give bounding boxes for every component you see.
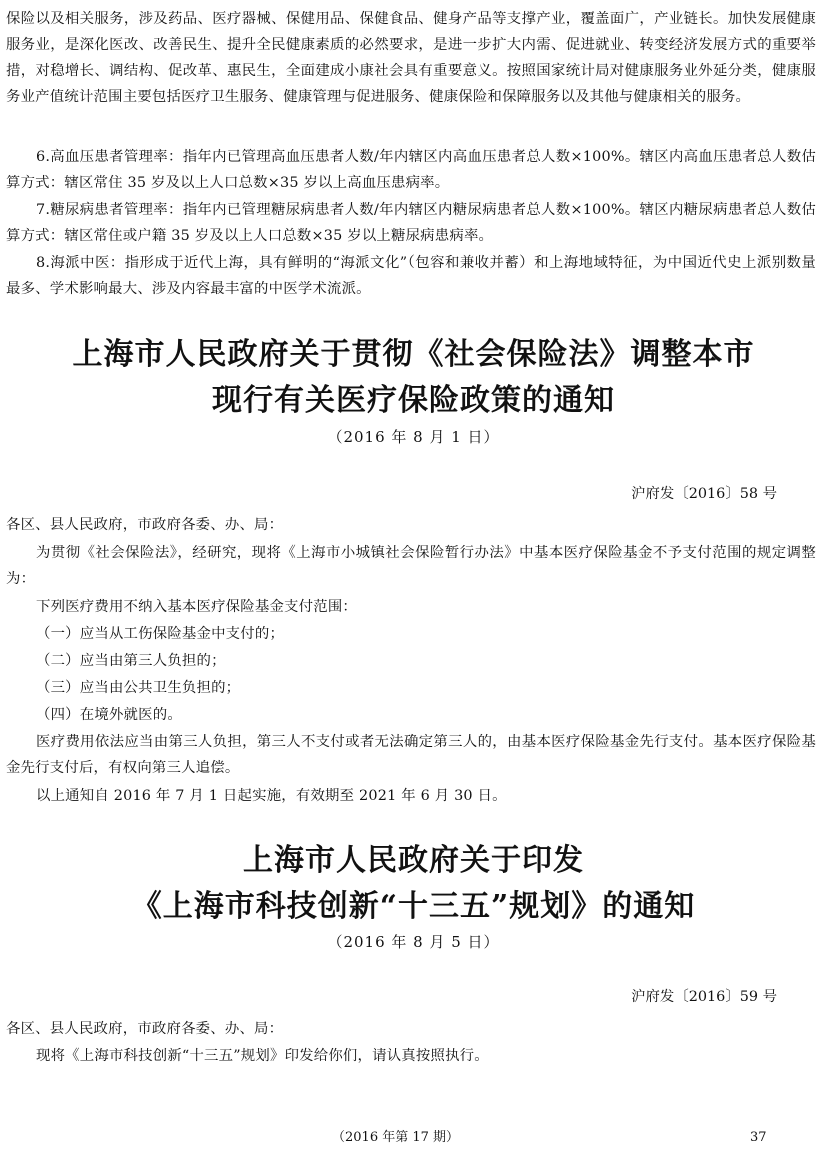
- notice1-effective-date: 以上通知自 2016 年 7 月 1 日起实施，有效期至 2021 年 6 月 30 日。: [36, 788, 507, 804]
- notice1-list-item: （三）应当由公共卫生负担的；: [36, 680, 241, 696]
- notice2-title-line2: 《上海市科技创新“十三五”规划》的通知: [131, 889, 696, 924]
- notice1-body-paragraph: 为贯彻《社会保险法》，经研究，现将《上海市小城镇社会保险暂行办法》中基本医疗保险基金不予支付范围的规定调整为：: [6, 545, 816, 587]
- page-number: 37: [750, 1130, 767, 1145]
- notice2-title-line1: 上海市人民政府关于印发: [243, 843, 584, 878]
- notice1-title-line1: 上海市人民政府关于贯彻《社会保险法》调整本市: [72, 337, 755, 372]
- notice2-date: （2016 年 8 月 5 日）: [327, 933, 500, 951]
- notice1-list-item: （二）应当由第三人负担的；: [36, 653, 226, 669]
- note-item-6: 6.高血压患者管理率：指年内已管理高血压患者人数/年内辖区内高血压患者总人数×100%。辖区内高血压患者总人数估算方式：辖区常住 35 岁及以上人口总数×35 岁以上高血压患病率。: [6, 149, 816, 191]
- notice2-doc-number: 沪府发〔2016〕59 号: [631, 989, 777, 1005]
- footer-issue: （2016 年第 17 期）: [332, 1130, 460, 1145]
- note-item-8: 8.海派中医：指形成于近代上海，具有鲜明的“海派文化”（包容和兼收并蓄）和上海地域特征，为中国近代史上派别数量最多、学术影响最大、涉及内容最丰富的中医学术流派。: [6, 255, 816, 297]
- notice2-addressee: 各区、县人民政府，市政府各委、办、局：: [6, 1021, 284, 1037]
- notice1-body-paragraph: 下列医疗费用不纳入基本医疗保险基金支付范围：: [36, 599, 357, 615]
- notice1-date: （2016 年 8 月 1 日）: [327, 428, 500, 446]
- notice1-addressee: 各区、县人民政府，市政府各委、办、局：: [6, 517, 284, 533]
- notice2-body-paragraph: 现将《上海市科技创新“十三五”规划》印发给你们，请认真按照执行。: [36, 1048, 489, 1064]
- notice1-list-item: （一）应当从工伤保险基金中支付的；: [36, 626, 285, 642]
- notice1-body-paragraph: 医疗费用依法应当由第三人负担，第三人不支付或者无法确定第三人的，由基本医疗保险基金先行支付。基本医疗保险基金先行支付后，有权向第三人追偿。: [6, 734, 816, 776]
- note-item-7: 7.糖尿病患者管理率：指年内已管理糖尿病患者人数/年内辖区内糖尿病患者总人数×100%。辖区内糖尿病患者总人数估算方式：辖区常住或户籍 35 岁及以上人口总数×35 岁以上糖尿病患病率。: [6, 202, 816, 244]
- notice1-doc-number: 沪府发〔2016〕58 号: [631, 486, 777, 502]
- notice1-list-item: （四）在境外就医的。: [36, 707, 182, 723]
- notice1-title-line2: 现行有关医疗保险政策的通知: [212, 383, 615, 418]
- intro-paragraph: 保险以及相关服务，涉及药品、医疗器械、保健用品、保健食品、健身产品等支撑产业，覆盖面广，产业链长。加快发展健康服务业，是深化医改、改善民生、提升全民健康素质的必然要求，是进一步扩大内需、促进就业、转变经济发展方式的重要举措，对稳增长、调结构、促改革、惠民生，全面建成小康社会具有重要意义。按照国家统计局对健康服务业外延分类，健康服务业产值统计范围主要包括医疗卫生服务、健康管理与促进服务、健康保险和保障服务以及其他与健康相关的服务。: [6, 11, 816, 105]
